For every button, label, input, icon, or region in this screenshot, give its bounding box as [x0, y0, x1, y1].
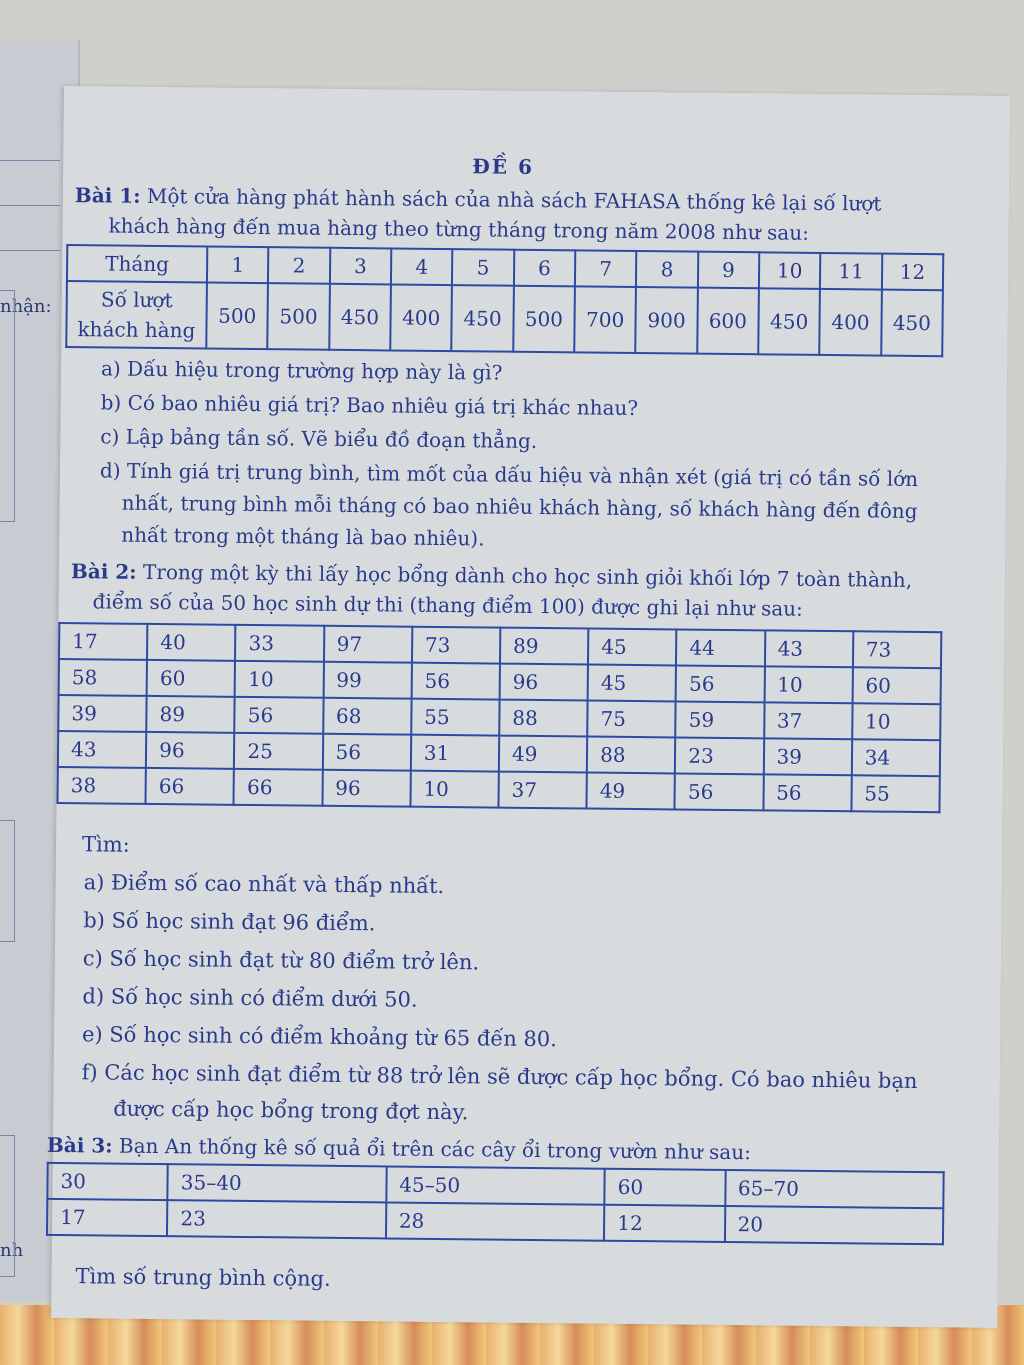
table-cell: 40 [147, 624, 236, 661]
bai2-label: Bài 2: [70, 559, 137, 584]
table-cell: 500 [206, 283, 268, 350]
left-page-rule [0, 160, 60, 161]
table-cell: 97 [324, 626, 413, 663]
bai1-table [65, 244, 944, 357]
table-cell: 66 [146, 768, 235, 805]
table-cell: 450 [452, 285, 514, 352]
table-cell: 99 [323, 662, 412, 699]
table-cell: 17 [59, 623, 148, 660]
table-cell: 8 [636, 251, 698, 288]
table-cell: 600 [697, 288, 759, 355]
table-cell: 65–70 [725, 1170, 944, 1208]
table-cell: 60 [852, 667, 941, 704]
table-cell: 45 [588, 665, 677, 702]
table-cell: 68 [323, 698, 412, 735]
table-cell: 89 [146, 696, 235, 733]
table-cell: 31 [411, 735, 500, 772]
bai2-question-d: d) Số học sinh có điểm dưới 50. [82, 984, 418, 1012]
bai2-question-c: c) Số học sinh đạt từ 80 điểm trở lên. [82, 946, 480, 975]
table-cell: 10 [410, 771, 499, 808]
page-content [46, 86, 1010, 1328]
left-page-rule [0, 205, 60, 206]
bai1-question-a: a) Dấu hiệu trong trường hợp này là gì? [100, 356, 503, 385]
bai2-question-b: b) Số học sinh đạt 96 điểm. [83, 908, 376, 936]
table-cell: 39 [763, 738, 852, 775]
table-cell: 96 [146, 732, 235, 769]
table-cell-header [66, 281, 207, 348]
bai2-intro-line2: điểm số của 50 học sinh dự thi (thang điểm 100) được ghi lại như sau: [92, 589, 803, 621]
left-page-label-top: nhận: [0, 296, 52, 317]
table-cell: 10 [759, 252, 821, 289]
table-cell: 10 [852, 703, 941, 740]
table-cell: 23 [167, 1200, 386, 1238]
table-cell: 2 [268, 247, 330, 284]
table-row [66, 281, 943, 356]
bai2-find-label: Tìm: [81, 832, 130, 857]
table-cell: 5 [452, 249, 514, 286]
table-cell: 56 [322, 734, 411, 771]
table-cell: 56 [235, 697, 324, 734]
table-cell: 450 [881, 290, 943, 357]
exam-title: ĐỀ 6 [472, 154, 535, 179]
table-cell: 6 [514, 250, 576, 287]
bai1-question-d: d) Tính giá trị trung bình, tìm mốt của dấu hiệu và nhận xét (giá trị có tần số lớn [99, 458, 919, 491]
bai2-question-a: a) Điểm số cao nhất và thấp nhất. [83, 870, 445, 899]
table-cell: 35–40 [168, 1164, 387, 1202]
table-cell: 55 [851, 775, 940, 812]
table-cell: 88 [587, 737, 676, 774]
bai1-question-c: c) Lập bảng tần số. Vẽ biểu đồ đoạn thẳng. [100, 424, 538, 453]
table-cell: 11 [820, 253, 882, 290]
table-cell: 37 [764, 702, 853, 739]
table-cell: 12 [882, 254, 944, 291]
table-cell: 38 [57, 767, 146, 804]
table-cell: 37 [498, 772, 587, 809]
bai3-text: Bạn An thống kê số quả ổi trên các cây ổi trong vườn như sau: [118, 1133, 752, 1165]
bai2-question-f: f) Các học sinh đạt điểm từ 88 trở lên sẽ được cấp học bổng. Có bao nhiêu bạn [81, 1060, 918, 1093]
bai3-question: Tìm số trung bình cộng. [75, 1264, 331, 1291]
table-cell: 12 [604, 1205, 725, 1242]
table-cell: 59 [676, 701, 765, 738]
table-cell: 450 [329, 284, 391, 351]
table-cell: 9 [698, 252, 760, 289]
row-header-line1: Số lượt [100, 287, 173, 313]
bai3-label: Bài 3: [46, 1132, 113, 1158]
table-cell: 49 [587, 773, 676, 810]
table-cell: 10 [235, 661, 324, 698]
table-cell: 450 [758, 288, 820, 355]
table-cell: 60 [147, 660, 236, 697]
bai2-question-f-line2: được cấp học bổng trong đợt này. [113, 1096, 469, 1125]
table-cell: 500 [268, 283, 330, 350]
table-cell: 88 [499, 700, 588, 737]
table-cell: 34 [852, 739, 941, 776]
workbook-page [46, 86, 1010, 1328]
left-page-box [0, 290, 15, 522]
table-cell: 17 [47, 1199, 168, 1236]
row-header-line2: khách hàng [77, 317, 196, 343]
table-cell: 400 [390, 284, 452, 351]
table-cell: 23 [675, 737, 764, 774]
table-cell: 66 [234, 769, 323, 806]
table-cell: 400 [820, 289, 882, 356]
table-cell: 96 [322, 770, 411, 807]
bai1-question-d-line2: nhất, trung bình mỗi tháng có bao nhiêu khách hàng, số khách hàng đến đông [121, 490, 918, 523]
table-cell: 56 [675, 773, 764, 810]
table-cell: 56 [676, 665, 765, 702]
left-page-box [0, 820, 15, 942]
table-cell: 55 [411, 699, 500, 736]
left-page-rule [0, 250, 60, 251]
left-page-box [0, 1135, 15, 1277]
table-cell: 25 [234, 733, 323, 770]
table-cell: 30 [47, 1163, 168, 1200]
bai2-question-e: e) Số học sinh có điểm khoảng từ 65 đến 80. [81, 1022, 557, 1052]
table-cell: 96 [500, 664, 589, 701]
table-cell: 1 [207, 247, 269, 284]
table-cell: 73 [412, 627, 501, 664]
table-cell: 89 [500, 628, 589, 665]
bai1-question-b: b) Có bao nhiêu giá trị? Bao nhiêu giá trị khác nhau? [100, 390, 639, 421]
bai1-label: Bài 1: [74, 183, 141, 208]
table-cell: 900 [636, 287, 698, 354]
bai1-intro-line2: khách hàng đến mua hàng theo từng tháng trong năm 2008 như sau: [108, 213, 810, 245]
table-cell: 60 [605, 1169, 726, 1206]
bai2-text-line1: Trong một kỳ thi lấy học bổng dành cho học sinh giỏi khối lớp 7 toàn thành, [142, 559, 913, 592]
table-cell: 45–50 [386, 1166, 605, 1204]
table-cell: 4 [391, 248, 453, 285]
bai3-table [46, 1162, 945, 1245]
table-cell: 10 [764, 666, 853, 703]
table-cell: 49 [499, 736, 588, 773]
table-cell: 700 [574, 286, 636, 353]
table-cell: 3 [330, 248, 392, 285]
table-cell: 43 [58, 731, 147, 768]
table-cell: 39 [58, 695, 147, 732]
bai2-scores-table [56, 622, 942, 813]
table-cell: 45 [588, 629, 677, 666]
table-cell: 73 [853, 631, 942, 668]
table-cell: 56 [411, 663, 500, 700]
table-cell: 500 [513, 286, 575, 353]
bai1-text-line1: Một cửa hàng phát hành sách của nhà sách FAHASA thống kê lại số lượt [146, 183, 882, 216]
table-cell: 43 [764, 630, 853, 667]
table-cell: 28 [386, 1202, 605, 1240]
table-cell: 58 [59, 659, 148, 696]
table-cell: 20 [724, 1206, 943, 1244]
table-cell: 44 [676, 629, 765, 666]
bai1-question-d-line3: nhất trong một tháng là bao nhiêu). [121, 522, 485, 551]
table-cell: 56 [763, 774, 852, 811]
table-cell: 7 [575, 250, 637, 287]
left-page-label-bottom: nh [0, 1240, 24, 1261]
table-cell-header: Tháng [67, 245, 207, 282]
table-cell: 75 [587, 701, 676, 738]
table-cell: 33 [235, 625, 324, 662]
